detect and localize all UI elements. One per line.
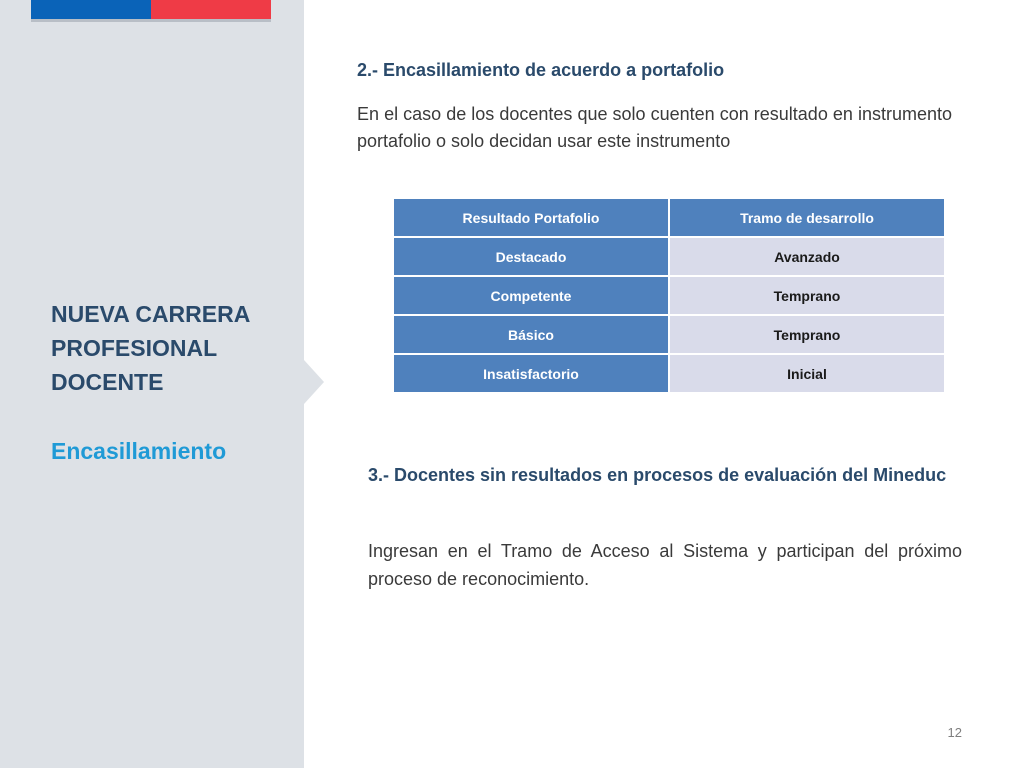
table-cell-tramo: Avanzado — [670, 238, 944, 275]
table-row — [394, 355, 944, 392]
section-3-heading: 3.- Docentes sin resultados en procesos de evaluación del Mineduc — [368, 465, 947, 485]
section-3-body: Ingresan en el Tramo de Acceso al Sistema y participan del próximo proceso de reconocimiento. — [368, 541, 962, 589]
sidebar-title — [51, 297, 291, 399]
sidebar-pointer-arrow — [304, 360, 324, 404]
flag-underline — [31, 19, 271, 22]
table-row — [394, 316, 944, 353]
sidebar-subtitle: Encasillamiento — [51, 438, 227, 464]
section-2-heading: 2.- Encasillamiento de acuerdo a portafolio — [357, 60, 725, 80]
sidebar-title-line-3: DOCENTE — [51, 369, 164, 395]
portfolio-results-table — [392, 197, 946, 394]
section-2-body: En el caso de los docentes que solo cuenten con resultado en instrumento portafolio o solo decidan usar este instrumento — [357, 104, 952, 151]
page-number: 12 — [947, 725, 962, 740]
table-header-row — [394, 199, 944, 236]
table-row — [394, 238, 944, 275]
table-cell-result: Insatisfactorio — [394, 355, 668, 392]
table-header-cell: Resultado Portafolio — [394, 199, 668, 236]
table-row — [394, 277, 944, 314]
table-cell-result: Competente — [394, 277, 668, 314]
flag-red-bar — [151, 0, 271, 19]
table-cell-tramo: Temprano — [670, 316, 944, 353]
table-cell-result: Destacado — [394, 238, 668, 275]
table-cell-result: Básico — [394, 316, 668, 353]
table-cell-tramo: Inicial — [670, 355, 944, 392]
table-cell-tramo: Temprano — [670, 277, 944, 314]
flag-blue-bar — [31, 0, 151, 19]
sidebar-title-line-1: NUEVA CARRERA — [51, 301, 251, 327]
table-header-cell: Tramo de desarrollo — [670, 199, 944, 236]
sidebar-title-line-2: PROFESIONAL — [51, 335, 218, 361]
